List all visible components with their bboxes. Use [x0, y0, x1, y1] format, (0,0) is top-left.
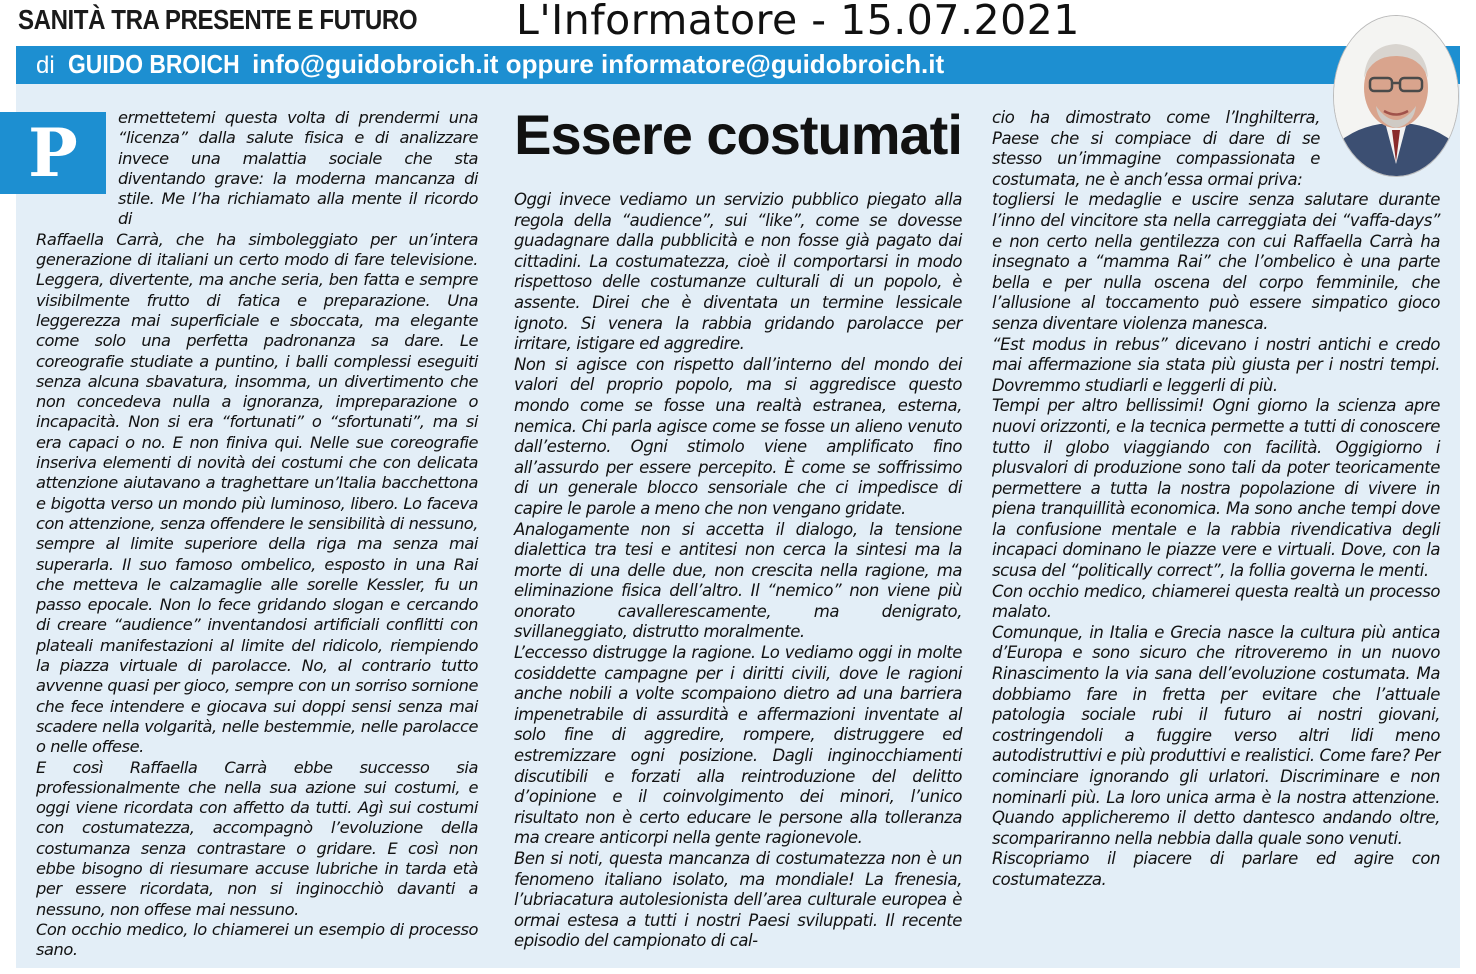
paragraph: togliersi le medaglie e uscire senza salutare durante l’inno del vincitore sta nella carreggiata dei “vaffa-days” e non certo nella gentilezza con cui Raffaella Carrà ha insegnato a “mamma Rai” che l’ombelico è una parte bella e per nulla oscena del corpo femminile, che l’allusione al toccamento può essere simpatico gioco senza diventare violenza manesca. — [992, 190, 1440, 333]
paragraph: Riscopriamo il piacere di parlare ed agire con costumatezza. — [992, 849, 1440, 889]
intro-paragraph: ermettetemi questa volta di prendermi una “licenza” dalla salute fisica e di analizzare invece una malattia sociale che sta diventando grave: la moderna mancanza di stile. Me l’ha richiamato alla mente il ricordo di — [118, 108, 478, 229]
paragraph: Tempi per altro bellissimi! Ogni giorno la scienza apre nuovi orizzonti, e la tecnica permette a tutti di conoscere tutto il globo viaggiando con facilità. Oggigiorno i plusvalori di produzione sono tali da poter teoricamente permettere a tutta la nostra popolazione di vivere in piena tranquillità economica. Ma sono anche tempi dove la confusione mentale e la rabbia rivendicativa degli incapaci dominano le piazze vere e virtuali. Dove, con la scusa del “politically correct”, la follia governa le menti. — [992, 396, 1440, 581]
masthead: L'Informatore - 15.07.2021 — [516, 0, 1080, 44]
article-headline: Essere costumati — [514, 103, 962, 166]
paragraph: Comunque, in Italia e Grecia nasce la cultura più antica d’Europa e sono sicuro che ritroveremo in un nuovo Rinascimento la via sana dell’evoluzione costumata. Ma dobbiamo fare in fretta per evitare che l’attuale patologia sociale rubi il futuro ai nostri giovani, costringendoli a fuggire verso altri lidi meno autodistruttivi e più produttivi e realistici. Come fare? Per cominciare ignorando gli urlatori. Discriminare e non nominarli più. La loro unica arma è la nostra attenzione. Quando applicheremo il detto dantesco andando oltre, scompariranno nella nebbia dalla quale sono venuti. — [992, 622, 1440, 848]
paragraph: “Est modus in rebus” dicevano i nostri antichi e credo mai affermazione sia stata più giusta per i nostri tempi. Dovremmo studiarli e leggerli di più. — [992, 334, 1440, 395]
section-title: SANITÀ TRA PRESENTE E FUTURO — [18, 4, 418, 35]
author-contact[interactable]: info@guidobroich.it oppure informatore@guidobroich.it — [252, 49, 945, 79]
author-prefix: di — [36, 52, 55, 79]
paragraph: Oggi invece vediamo un servizio pubblico piegato alla regola della “audience”, sui “like”, come se dovesse guadagnare dalla pubblicità e non fosse già pagato dai cittadini. La costumatezza, cioè il comportarsi in modo rispettoso delle costumanze culturali di un popolo, è assente. Direi che è diventata un termine lessicale ignoto. Si venera la rabbia gridando parolacce per irritare, istigare ed aggredire. — [514, 190, 962, 354]
drop-cap: P — [0, 112, 106, 194]
author-name: GUIDO BROICH — [67, 49, 240, 79]
article-column-1 — [36, 108, 478, 960]
paragraph: L’eccesso distrugge la ragione. Lo vediamo oggi in molte cosiddette campagne per i diritti civili, dove le ragioni anche nobili a volte scompaiono dietro ad una barriera impenetrabile di assurdità e affermazioni inventate al solo fine di aggredire, rompere, distruggere ed estremizzare ogni posizione. Dagli inginocchiamenti discutibili e forzati alla reintroduzione del delitto d’opinione e il coinvolgimento dei minori, l’unico risultato non è certo educare le persone alla tolleranza ma creare anticorpi nella gente ragionevole. — [514, 643, 962, 848]
article-column-2 — [514, 190, 962, 952]
article-column-3 — [992, 108, 1440, 891]
paragraph: E così Raffaella Carrà ebbe successo sia professionalmente che nella sua azione sui costumi, e oggi viene ricordata con affetto da tutti. Agì sui costumi con costumatezza, accompagnò l’evoluzione della costumanza senza contrastare o gridare. E così non ebbe bisogno di riesumare accuse lubriche in tarda età per essere ricordata, non si inginocchiò davanti a nessuno, non offese mai nessuno. — [36, 757, 478, 919]
paragraph: Non si agisce con rispetto dall’interno del mondo dei valori del proprio popolo, ma si aggredisce questo mondo come se fosse una realtà estranea, esterna, nemica. Chi parla agisce come se fosse un alieno venuto dall’esterno. Ogni stimolo viene amplificato fino all’assurdo per essere percepito. È come se soffrissimo di un generale blocco sensoriale che ci impedisce di capire le parole a meno che non vengano gridate. — [514, 354, 962, 518]
paragraph: cio ha dimostrato come l’Inghilterra, Paese che si compiace di dare di se stesso un’immagine compassionata e costumata, ne è anch’essa ormai priva: — [992, 108, 1320, 189]
paragraph: Analogamente non si accetta il dialogo, la tensione dialettica tra tesi e antitesi non cerca la sintesi ma la morte di una delle due, non crescita nella ragione, ma eliminazione fisica dell’altro. Il “nemico” non viene più onorato cavallerescamente, ma denigrato, svillaneggiato, distrutto moralmente. — [514, 519, 962, 642]
author-line — [36, 48, 944, 82]
paragraph: Ben si noti, questa mancanza di costumatezza non è un fenomeno italiano isolato, ma mondiale! La frenesia, l’ubriacatura autolesionista dell’area culturale europea è ormai estesa a tutti i nostri Paesi sviluppati. Il recente episodio del campionato di cal- — [514, 849, 962, 951]
paragraph: Raffaella Carrà, che ha simboleggiato per un’intera generazione di italiani un certo modo di fare televisione. Leggera, divertente, ma anche seria, ben fatta e sempre visibilmente frutto di fatica e preparazione. Una leggerezza mai superficiale e sboccata, ma elegante come solo una perfetta padronanza sa dare. Le coreografie studiate a puntino, i balli complessi eseguiti senza alcuna sbavatura, insomma, un divertimento che non concedeva nulla a ignoranza, impreparazione o incapacità. Non si era “fortunati” o “sfortunati”, ma si era capaci o no. E non finiva qui. Nelle sue coreografie inseriva elementi di novità dei costumi che con delicata attenzione aiutavano a traghettare un’Italia bacchettona e bigotta verso un mondo più luminoso, libero. Lo faceva con attenzione, senza offendere le sensibilità di nessuno, sempre al limite superiore della riga ma senza mai superarla. Il suo famoso ombelico, esposto in una Rai che metteva le calzamaglie alle sorelle Kessler, fu un passo epocale. Non lo fece gridando slogan e cercando di creare “audience” inventandosi artificiali conflitti con plateali manifestazioni al limite del ridicolo, riempiendo la piazza virtuale di parolacce. No, al contrario tutto avvenne quasi per gioco, sempre con un sorriso sornione che fece intendere e giocava sui doppi sensi senza mai scadere nella volgarità, nelle bestemmie, nelle parolacce o nelle offese. — [36, 229, 478, 757]
paragraph: Con occhio medico, lo chiamerei un esempio di processo sano. — [36, 919, 478, 960]
paragraph: Con occhio medico, chiamerei questa realtà un processo malato. — [992, 581, 1440, 622]
